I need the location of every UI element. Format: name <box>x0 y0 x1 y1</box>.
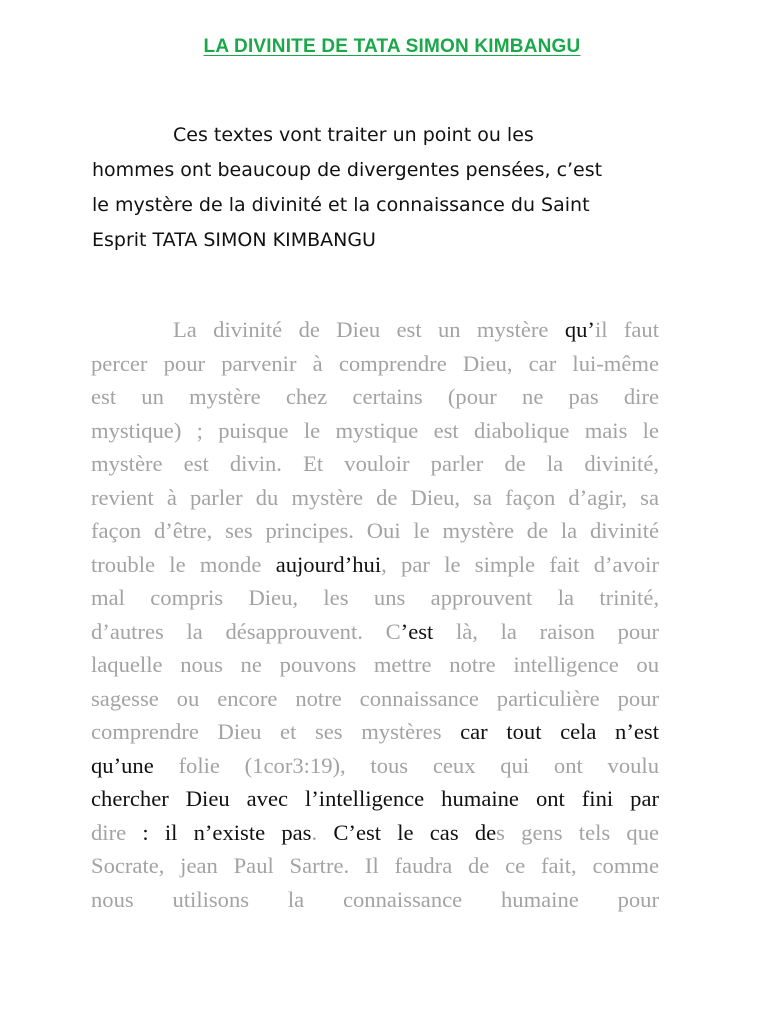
intro-line: hommes ont beaucoup de divergentes pensées, c’est <box>92 159 603 181</box>
body-text-segment: là, la raison pour <box>433 618 660 644</box>
body-line <box>91 514 659 548</box>
body-line <box>91 414 659 448</box>
body-text-segment: Socrate, jean Paul Sartre. Il faudra de ce fait, comme <box>91 853 659 878</box>
body-text-segment: mystère est divin. Et vouloir parler de la divinité, <box>91 451 659 476</box>
intro-line: le mystère de la divinité et la connaissance du Saint <box>92 194 590 216</box>
body-text-segment: est un mystère chez certains (pour ne pas dire <box>91 384 659 409</box>
body-line <box>91 481 659 515</box>
body-line <box>91 347 659 381</box>
body-line <box>91 749 659 783</box>
body-line <box>91 883 659 917</box>
highlighted-text: qu’ <box>564 317 595 342</box>
highlighted-text: qu’une <box>91 752 154 778</box>
body-line <box>91 648 659 682</box>
body-line <box>91 380 659 414</box>
intro-line: Esprit TATA SIMON KIMBANGU <box>92 229 376 251</box>
body-text-segment: percer pour parvenir à comprendre Dieu, car lui-même <box>91 350 659 376</box>
body-text-segment: comprendre Dieu et ses mystères <box>91 719 461 744</box>
body-text-segment: revient à parler du mystère de Dieu, sa façon d’agir, sa <box>91 484 659 510</box>
body-line <box>91 782 659 816</box>
body-text-segment: dire <box>91 819 143 845</box>
body-line <box>91 816 659 850</box>
body-text-segment: nous utilisons la connaissance humaine pour <box>91 886 659 912</box>
body-line <box>91 615 659 649</box>
body-line <box>91 849 659 883</box>
highlighted-text: aujourd’hui <box>275 551 382 577</box>
body-text-segment: mystique) ; puisque le mystique est diabolique mais le <box>91 417 659 443</box>
highlighted-text: C’est le cas de <box>333 819 497 845</box>
body-text-segment: mal compris Dieu, les uns approuvent la trinité, <box>91 585 659 610</box>
body-text-segment: laquelle nous ne pouvons mettre notre intelligence ou <box>91 652 659 677</box>
body-line <box>91 313 659 347</box>
highlighted-text: car tout cela n’est <box>460 719 659 744</box>
body-line <box>91 447 659 481</box>
body-text-segment: , par le simple fait d’avoir <box>381 551 659 577</box>
body-text-segment: folie (1cor3:19), tous ceux qui ont voulu <box>153 752 659 778</box>
body-text-segment: . <box>311 819 334 845</box>
document-title: LA DIVINITE DE TATA SIMON KIMBANGU <box>203 36 581 57</box>
body-text-segment: façon d’être, ses principes. Oui le mystère de la divinité <box>91 518 659 543</box>
highlighted-text: : il n’existe pas <box>142 819 312 845</box>
body-line <box>91 715 659 749</box>
intro-line: Ces textes vont traiter un point ou les <box>173 124 534 146</box>
body-line <box>91 682 659 716</box>
highlighted-text: ’est <box>400 618 434 644</box>
highlighted-text: chercher Dieu avec l’intelligence humaine ont fini par <box>91 786 659 811</box>
body-text-segment: s gens tels que <box>496 819 660 845</box>
body-paragraph <box>91 313 659 916</box>
body-line <box>91 548 659 582</box>
body-line <box>91 581 659 615</box>
body-text-segment: La divinité de Dieu est un mystère <box>173 317 565 342</box>
intro-paragraph <box>92 118 672 258</box>
body-text-segment: d’autres la désapprouvent. C <box>91 618 401 644</box>
body-text-segment: trouble le monde <box>91 551 276 577</box>
body-text-segment: il faut <box>594 317 659 342</box>
body-text-segment: sagesse ou encore notre connaissance particulière pour <box>91 685 659 711</box>
